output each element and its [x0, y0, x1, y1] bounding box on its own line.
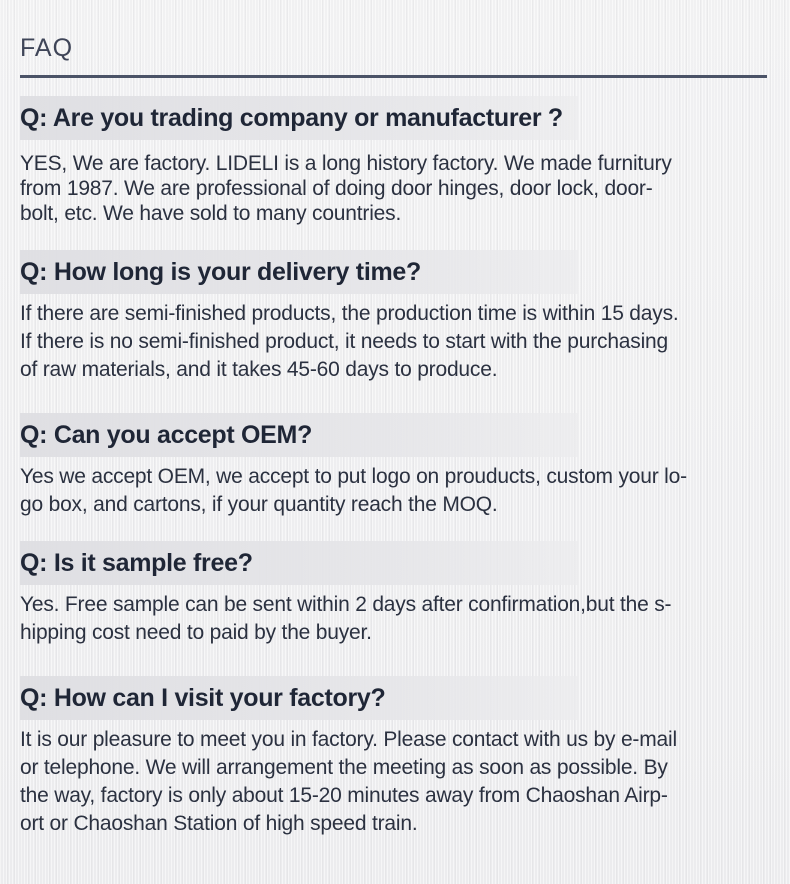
answer-line: go box, and cartons, if your quantity reach the MOQ.: [20, 493, 498, 516]
faq-question-visit-factory: Q: How can I visit your factory?: [20, 676, 578, 720]
faq-answer-delivery-time: [20, 300, 760, 384]
answer-line: from 1987. We are professional of doing door hinges, door lock, door-: [20, 177, 653, 200]
answer-line: the way, factory is only about 15-20 minutes away from Chaoshan Airp-: [20, 784, 668, 807]
faq-answer-sample-free: [20, 591, 760, 647]
answer-line: ort or Chaoshan Station of high speed train.: [20, 812, 418, 835]
title-divider: [20, 75, 767, 78]
faq-question-trading-or-manufacturer: Q: Are you trading company or manufacturer ?: [20, 96, 578, 140]
answer-line: It is our pleasure to meet you in factory. Please contact with us by e-mail: [20, 728, 677, 751]
faq-answer-visit-factory: [20, 726, 760, 838]
answer-line: of raw materials, and it takes 45-60 days to produce.: [20, 358, 498, 381]
answer-line: If there is no semi-finished product, it needs to start with the purchasing: [20, 330, 669, 353]
answer-line: bolt, etc. We have sold to many countries.: [20, 202, 402, 225]
answer-line: YES, We are factory. LIDELI is a long history factory. We made furnitury: [20, 152, 672, 175]
faq-answer-oem: [20, 463, 760, 519]
answer-line: If there are semi-finished products, the production time is within 15 days.: [20, 302, 679, 325]
answer-line: Yes we accept OEM, we accept to put logo on prouducts, custom your lo-: [20, 465, 687, 488]
faq-question-oem: Q: Can you accept OEM?: [20, 413, 578, 457]
answer-line: or telephone. We will arrangement the meeting as soon as possible. By: [20, 756, 668, 779]
faq-question-delivery-time: Q: How long is your delivery time?: [20, 250, 578, 294]
answer-line: Yes. Free sample can be sent within 2 days after confirmation,but the s-: [20, 593, 672, 616]
answer-line: hipping cost need to paid by the buyer.: [20, 621, 372, 644]
faq-question-sample-free: Q: Is it sample free?: [20, 541, 578, 585]
faq-answer-trading-or-manufacturer: [20, 151, 760, 226]
page-title: FAQ: [20, 34, 74, 62]
